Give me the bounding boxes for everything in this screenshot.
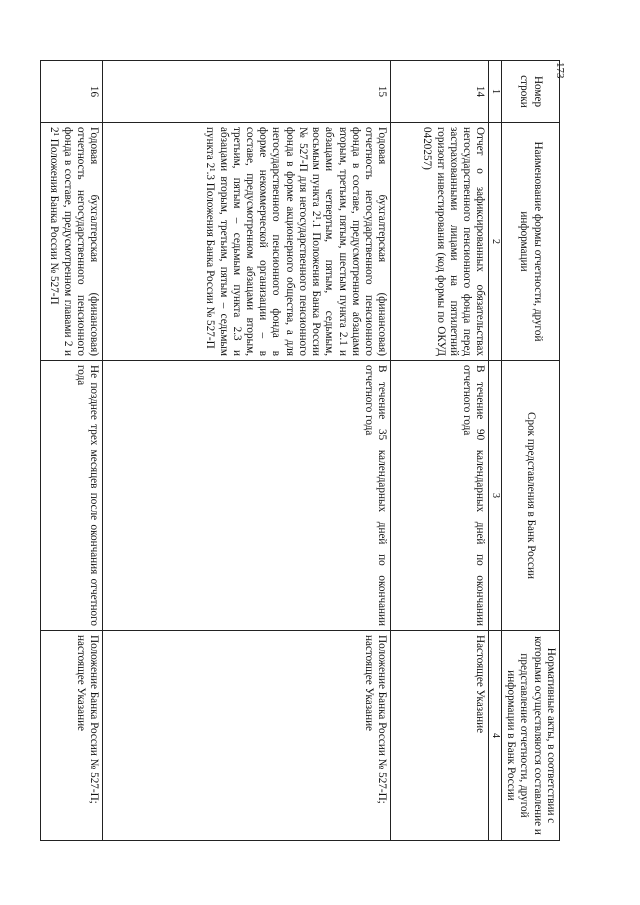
header-normative-acts: Нормативные акты, в соответствии с которыми осуществляются составление и представление отчетности, другой информации в Банк России [502,631,560,841]
table-row [103,61,391,841]
row-number: 16 [41,61,103,123]
header-row-number: Номер строки [502,61,560,123]
header-deadline: Срок представления в Банк России [502,361,560,631]
deadline-cell: В течение 90 календарных дней по окончании отчетного года [391,361,489,631]
normative-acts-cell: Настоящее Указание [391,631,489,841]
form-name-cell: Годовая бухгалтерская (финансовая) отчетность негосударственного пенсионного фонда в составе, предусмотренном абзацами вторым, третьим, пятым, шестым пункта 2.1 и абзацами четвертым, пятым, седьмым, восьмым пункта 2¹.1 Положения Банка России № 527-П для негосударственного пенсионного фонда в форме акционерного общества, а для негосударственного пенсионного фонда в форме некоммерческой организации – в составе, предусмотренном абзацами вторым, третьим, пятым – седьмым пункта 2.3 и абзацами вторым, третьим, пятым – седьмым пункта 2¹.3 Положения Банка России № 527-П [103,123,391,361]
rotated-page-content [40,60,560,840]
deadline-cell: В течение 35 календарных дней по окончании отчетного года [103,361,391,631]
column-number-row [489,61,502,841]
normative-acts-cell: Положение Банка России № 527-П; настоящее Указание [103,631,391,841]
normative-acts-cell: Положение Банка России № 527-П; настоящее Указание [41,631,103,841]
form-name-cell: Отчет о зафиксированных обязательствах негосударственного пенсионного фонда перед застрахованными лицами на пятилетний горизонт инвестирования (код формы по ОКУД 0420257) [391,123,489,361]
column-number: 3 [489,361,502,631]
form-name-cell: Годовая бухгалтерская (финансовая) отчетность негосударственного пенсионного фонда в составе, предусмотренном главами 2 и 2¹ Положения Банка России № 527-П [41,123,103,361]
header-row [502,61,560,841]
table-row [41,61,103,841]
table-row [391,61,489,841]
column-number: 2 [489,123,502,361]
row-number: 14 [391,61,489,123]
page-number: 173 [554,62,566,79]
row-number: 15 [103,61,391,123]
column-number: 4 [489,631,502,841]
deadline-cell: Не позднее трех месяцев после окончания отчетного года [41,361,103,631]
column-number: 1 [489,61,502,123]
reporting-forms-table [40,60,560,841]
header-form-name: Наименование формы отчетности, другой информации [502,123,560,361]
